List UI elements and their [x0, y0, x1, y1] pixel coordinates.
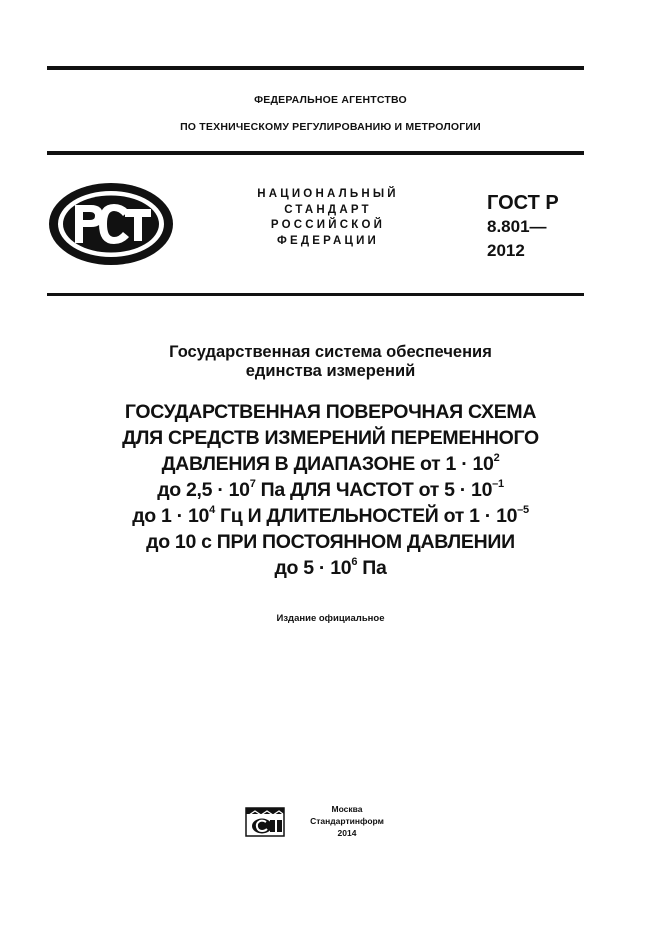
title-line-5-exponent-1: 4: [209, 503, 215, 516]
title-line-2: ДЛЯ СРЕДСТВ ИЗМЕРЕНИЙ ПЕРЕМЕННОГО: [122, 427, 539, 449]
publisher-imprint: [302, 803, 392, 839]
national-standard-line-4: ФЕДЕРАЦИИ: [276, 234, 380, 247]
title-line-7: [0, 555, 661, 581]
agency-line-1: ФЕДЕРАЛЬНОЕ АГЕНТСТВО: [254, 94, 407, 106]
designation-year: 2012: [487, 241, 525, 260]
agency-line-2: ПО ТЕХНИЧЕСКОМУ РЕГУЛИРОВАНИЮ И МЕТРОЛОГИИ: [180, 121, 481, 133]
designation-number: 8.801—: [487, 217, 547, 236]
series-line-2: единства измерений: [245, 362, 416, 380]
title-line-7-exponent: 6: [351, 555, 358, 568]
title-line-7-part-b: Па: [357, 557, 387, 579]
title-line-4-exponent-1: 7: [249, 477, 256, 490]
title-line-3-text: ДАВЛЕНИЯ В ДИАПАЗОНЕ от 1 · 10: [161, 453, 494, 475]
standard-series: [0, 343, 661, 381]
national-standard-line-2: СТАНДАРТ: [284, 203, 372, 216]
pct-certification-mark-icon: [47, 181, 175, 267]
standartinform-logo-icon: [245, 807, 285, 837]
agency-bottom-rule: [47, 151, 584, 155]
title-line-4-part-b: Па ДЛЯ ЧАСТОТ от 5 · 10: [255, 479, 493, 501]
publisher-city: Москва: [331, 804, 363, 814]
title-line-6: до 10 с ПРИ ПОСТОЯННОМ ДАВЛЕНИИ: [146, 531, 515, 553]
title-line-4-part-a: до 2,5 · 10: [157, 479, 250, 501]
national-standard-line-1: НАЦИОНАЛЬНЫЙ: [257, 188, 399, 200]
title-line-3-exponent: 2: [493, 451, 500, 464]
title-line-5: [0, 503, 661, 529]
title-line-5-exponent-2: –5: [517, 503, 529, 516]
series-line-1: Государственная система обеспечения: [169, 343, 492, 361]
publisher-name: Стандартинформ: [310, 816, 384, 826]
top-rule: [47, 66, 584, 70]
title-line-5-part-a: до 1 · 10: [132, 505, 210, 527]
standard-designation: [487, 192, 559, 262]
designation-title: ГОСТ Р: [487, 192, 559, 214]
title-line-4: [0, 477, 661, 503]
title-line-5-part-b: Гц И ДЛИТЕЛЬНОСТЕЙ от 1 · 10: [214, 505, 518, 527]
national-standard-label: [228, 187, 428, 249]
title-line-7-part-a: до 5 · 10: [274, 557, 352, 579]
national-standard-line-3: РОССИЙСКОЙ: [270, 219, 386, 231]
edition-label: Издание официальное: [276, 613, 385, 624]
title-line-4-exponent-2: –1: [492, 477, 504, 490]
header-bottom-rule: [47, 293, 584, 296]
title-line-1: ГОСУДАРСТВЕННАЯ ПОВЕРОЧНАЯ СХЕМА: [124, 401, 537, 423]
publisher-year: 2014: [337, 828, 357, 838]
title-line-3: [0, 451, 661, 477]
document-title: [0, 399, 661, 581]
